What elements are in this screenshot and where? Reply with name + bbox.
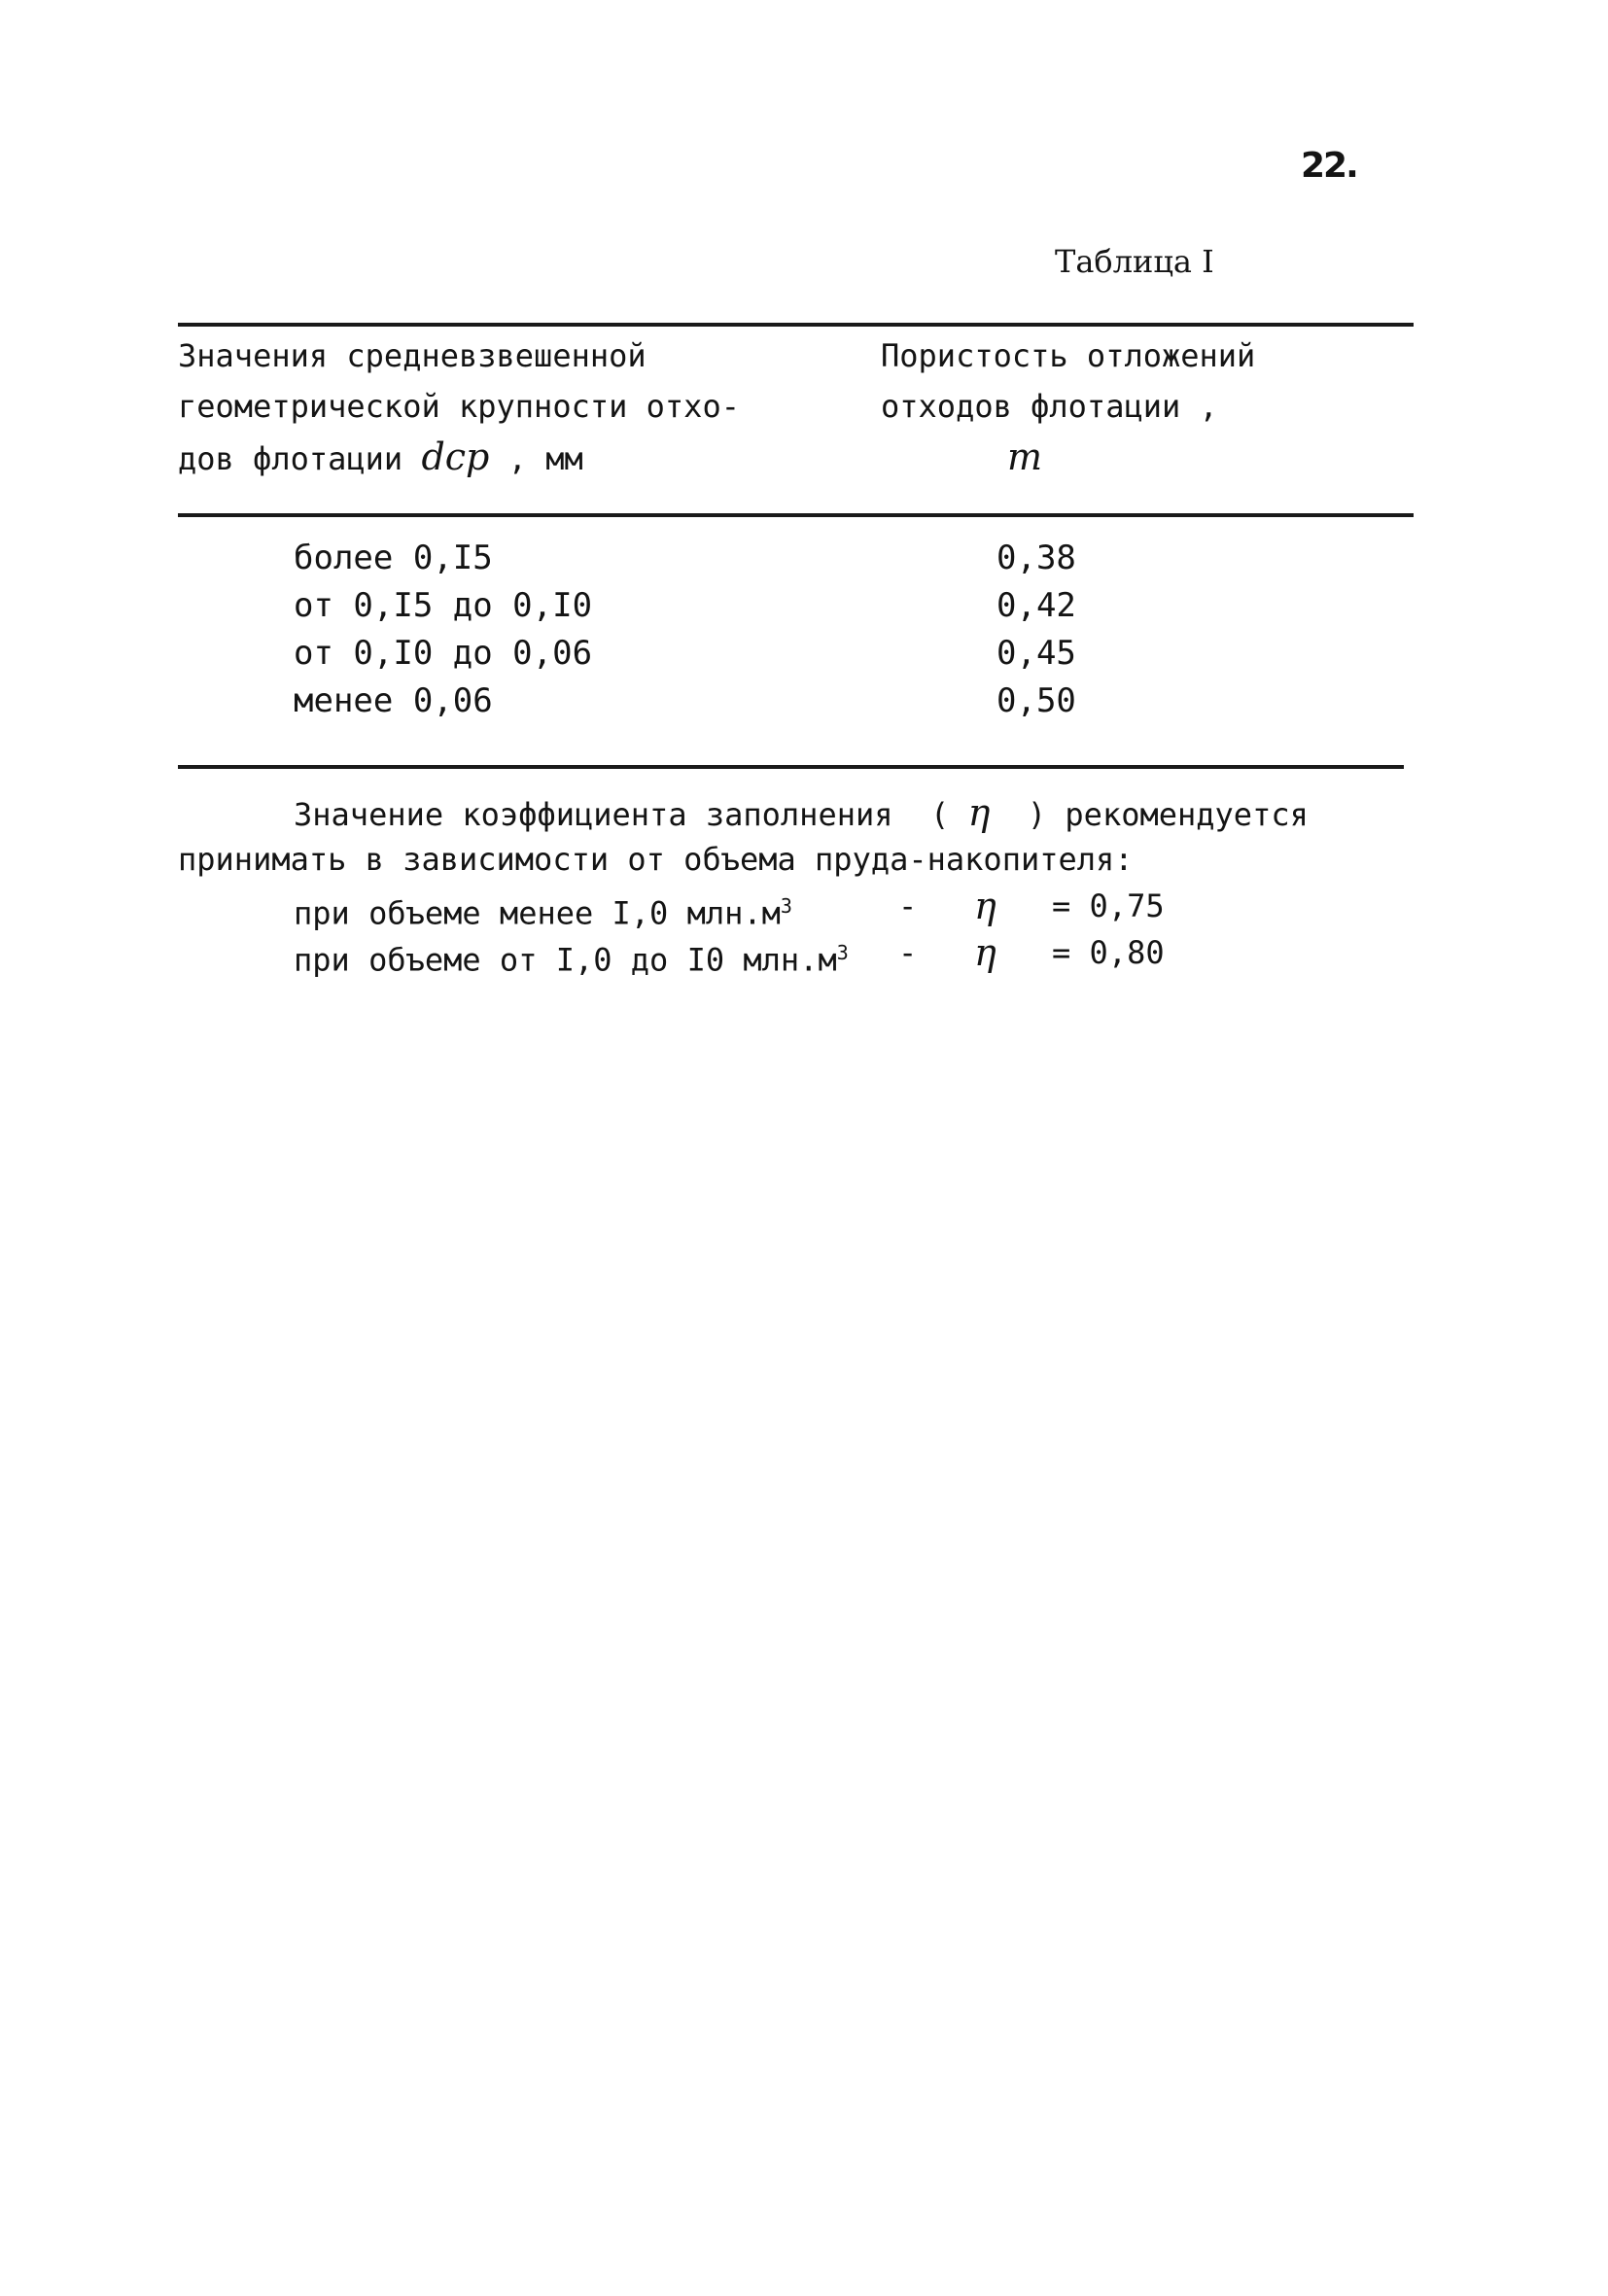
fill-coefficient-symbol: η — [967, 791, 991, 834]
condition-dash: - — [898, 934, 918, 971]
condition-symbol: η — [974, 885, 996, 927]
paragraph-text-before: Значение коэффициента заполнения ( — [294, 796, 968, 833]
condition-value: = 0,80 — [1052, 934, 1165, 971]
table-caption: Таблица I — [1055, 243, 1214, 280]
table-row — [0, 630, 1608, 678]
paragraph-line2: принимать в зависимости от объема пруда-накопителя: — [178, 841, 1134, 878]
condition-superscript: 3 — [836, 941, 849, 964]
row-range: от 0,I0 до 0,06 — [294, 634, 593, 673]
row-porosity: 0,38 — [996, 539, 1076, 577]
header-right-line2: отходов флотации , — [881, 388, 1218, 425]
condition-symbol: η — [974, 931, 996, 974]
diameter-symbol: dср — [421, 435, 490, 478]
table-row — [0, 582, 1608, 630]
table-bottom-rule — [178, 765, 1404, 769]
header-right — [881, 330, 1255, 482]
row-range: от 0,I5 до 0,I0 — [294, 586, 593, 625]
header-left-line2: геометрической крупности отхо- — [178, 388, 740, 425]
table-header-rule — [178, 513, 1414, 517]
condition-row — [294, 883, 1266, 932]
condition-value: = 0,75 — [1052, 887, 1165, 924]
header-left-line3: дов флотации — [178, 440, 422, 477]
condition-superscript: 3 — [780, 894, 792, 918]
page-number: 22. — [1301, 146, 1357, 186]
paragraph-text-after: ) рекомендуется — [990, 796, 1309, 833]
condition-label: при объеме менее I,0 млн.м — [294, 894, 781, 932]
header-right-line1: Пористость отложений — [881, 337, 1256, 374]
table-body — [0, 535, 1608, 725]
row-range: менее 0,06 — [294, 681, 493, 720]
paragraph-line1 — [294, 789, 1309, 838]
condition-label: при объеме от I,0 до I0 млн.м — [294, 941, 837, 979]
header-left — [178, 330, 740, 484]
porosity-symbol: m — [1007, 435, 1043, 478]
condition-text — [294, 929, 849, 984]
table-row — [0, 678, 1608, 725]
row-porosity: 0,42 — [996, 586, 1076, 625]
header-left-line1: Значения средневзвешенной — [178, 337, 647, 374]
condition-row — [294, 929, 1266, 979]
row-porosity: 0,45 — [996, 634, 1076, 673]
row-range: более 0,I5 — [294, 539, 493, 577]
table-top-rule — [178, 323, 1414, 327]
row-porosity: 0,50 — [996, 681, 1076, 720]
condition-dash: - — [898, 887, 918, 924]
table-row — [0, 535, 1608, 582]
header-left-unit: , мм — [489, 440, 583, 477]
